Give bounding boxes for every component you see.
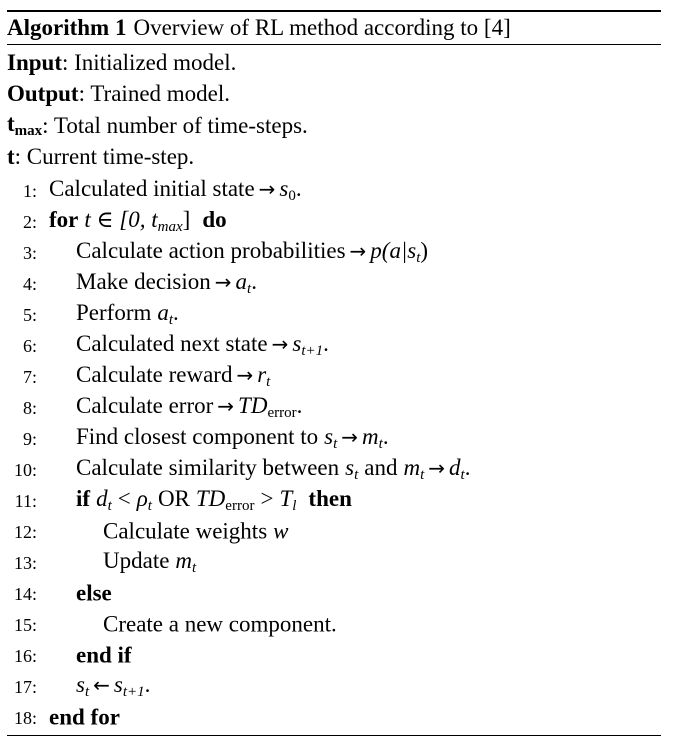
line-number: 18: — [13, 707, 37, 728]
step-line — [7, 516, 661, 547]
line-number: 10: — [13, 459, 37, 480]
step-code: Calculated next state → $s_{t+1}$. — [76, 330, 329, 359]
line-number: 4: — [22, 273, 37, 294]
step-line — [7, 361, 661, 392]
step-code — [76, 642, 132, 668]
step-line — [7, 237, 661, 268]
step-line — [7, 609, 661, 640]
step-code: if $d_t < \rho_t$ OR $TD_{error} > T_l$ then — [76, 485, 352, 514]
step-code — [76, 580, 112, 606]
keyword-else: else — [76, 579, 112, 605]
line-number: 9: — [22, 428, 37, 449]
keyword-end-for: end for — [49, 703, 120, 729]
tmax-text: : Total number of time-steps. — [42, 112, 308, 138]
tmax-key: $t_{max}$ — [7, 111, 43, 140]
t-line — [7, 142, 661, 174]
bottom-rule — [7, 735, 661, 736]
step-code: Make decision → $a_t$. — [76, 268, 257, 297]
step-code: Calculate weights w — [103, 517, 289, 543]
line-number: 12: — [13, 521, 37, 542]
step-code: Calculate error → $TD_{error}$. — [76, 392, 303, 421]
t-text: : Current time-step. — [14, 144, 195, 170]
output-text: : Trained model. — [78, 81, 231, 107]
step-line — [7, 206, 661, 237]
algorithm-header — [7, 45, 661, 173]
step-code: Calculate reward → $r_t$ — [76, 361, 271, 390]
step-line — [7, 330, 661, 361]
algorithm-label: Algorithm 1 — [7, 15, 127, 40]
input-line — [7, 47, 661, 79]
input-text: : Initialized model. — [61, 49, 237, 75]
keyword-if: if — [76, 485, 91, 511]
step-line — [7, 640, 661, 671]
step-code: Calculate action probabilities → $p(a|s_t)$ — [76, 237, 429, 266]
step-line — [7, 702, 661, 733]
line-number: 7: — [22, 366, 37, 387]
keyword-then: then — [308, 485, 352, 511]
step-code: Perform $a_t$. — [76, 299, 179, 328]
line-number: 11: — [14, 490, 37, 511]
line-number: 16: — [13, 645, 37, 666]
line-number: 15: — [13, 614, 37, 635]
line-number: 8: — [22, 397, 37, 418]
keyword-end-if: end if — [76, 641, 132, 667]
step-code: Find closest component to $s_t \to m_t$. — [76, 423, 389, 452]
keyword-do: do — [202, 206, 227, 232]
line-number: 14: — [13, 583, 37, 604]
line-number: 1: — [22, 180, 37, 201]
tmax-line — [7, 110, 661, 142]
line-number: 17: — [13, 676, 37, 697]
input-key: Input — [7, 49, 62, 75]
algorithm-title-row — [7, 12, 661, 44]
keyword-for: for — [49, 206, 79, 232]
step-line — [7, 578, 661, 609]
step-code: Create a new component. — [103, 610, 337, 636]
algorithm-steps — [7, 173, 661, 735]
step-code: Calculate similarity between $s_t$ and $m_t \to d_t$. — [76, 454, 471, 483]
step-line — [7, 547, 661, 578]
step-line — [7, 175, 661, 206]
step-line — [7, 299, 661, 330]
step-code: Update $m_t$ — [103, 547, 197, 576]
step-code — [49, 704, 120, 730]
line-number: 5: — [22, 304, 37, 325]
step-code: Calculated initial state → $s_0$. — [49, 175, 302, 204]
step-line — [7, 268, 661, 299]
step-line — [7, 671, 661, 702]
t-key: t — [7, 144, 15, 170]
line-number: 3: — [22, 242, 37, 263]
algorithm-box — [7, 10, 661, 736]
output-line — [7, 79, 661, 111]
algorithm-title: Overview of RL method according to [4] — [133, 15, 511, 40]
step-code: $s_t$ ← $s_{t+1}$. — [76, 671, 151, 700]
step-code: for t ∈ [0, $t_{max}$] do — [49, 206, 227, 235]
line-number: 6: — [22, 335, 37, 356]
step-line — [7, 423, 661, 454]
output-key: Output — [7, 81, 79, 107]
line-number: 13: — [13, 552, 37, 573]
step-line — [7, 454, 661, 485]
line-number: 2: — [22, 211, 37, 232]
step-line — [7, 392, 661, 423]
step-line — [7, 485, 661, 516]
